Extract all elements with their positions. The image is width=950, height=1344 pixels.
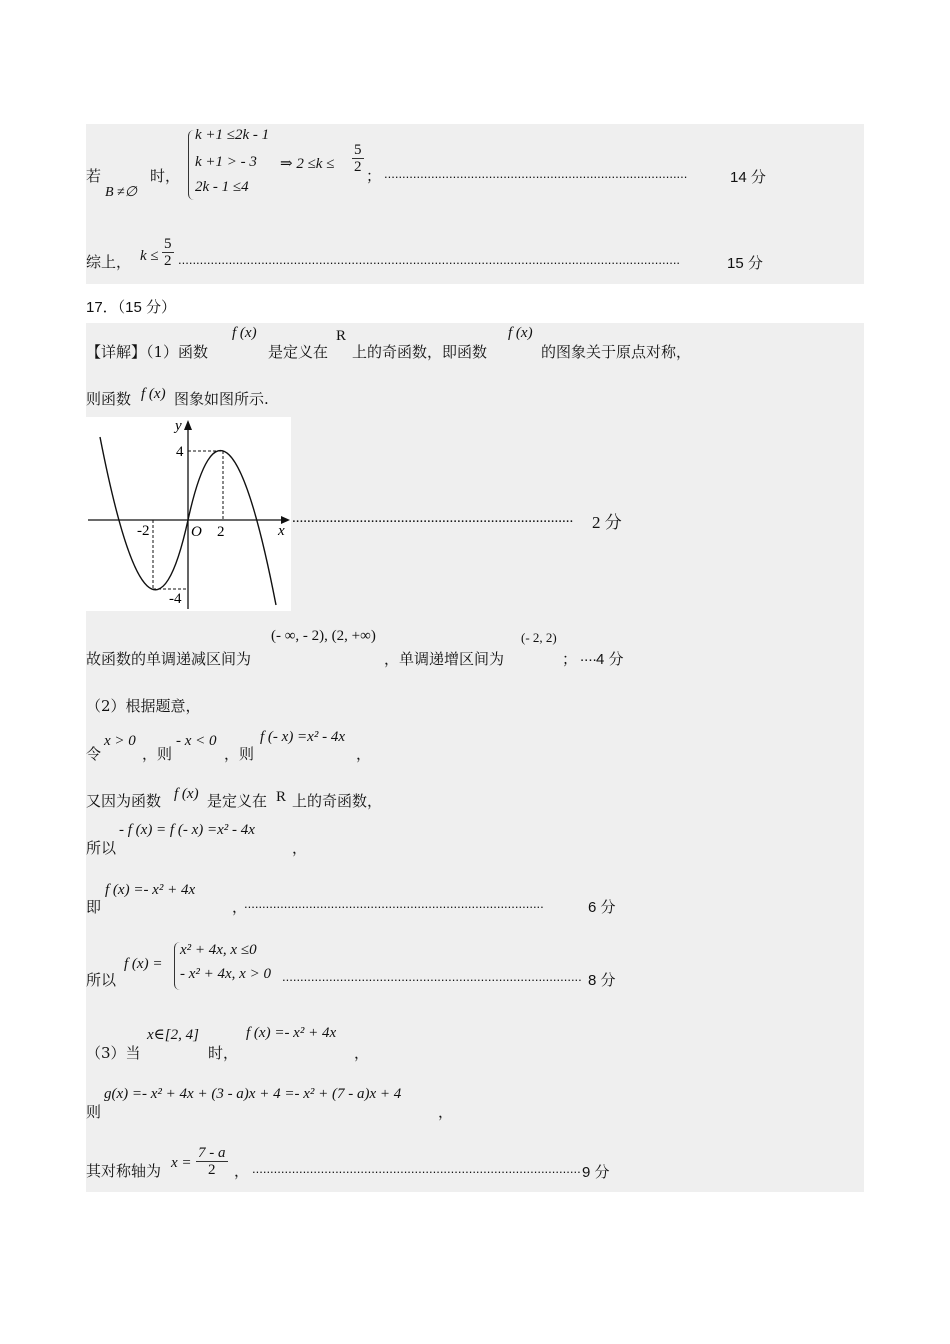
piecewise-lhs: f (x) =	[124, 956, 163, 972]
curve-left	[100, 437, 188, 590]
tick-label-2: 2	[217, 524, 225, 540]
x-axis-label: x	[278, 523, 285, 539]
defined-on-text: 是定义在	[268, 343, 329, 361]
fx-interval-expr: f (x) =- x² + 4x	[246, 1025, 337, 1041]
comma-6: ，	[234, 1162, 250, 1180]
system-line-2: k +1 > - 3	[195, 154, 257, 170]
then-text-1: ，则	[142, 745, 173, 763]
tick-label-neg2: -2	[137, 523, 150, 539]
decreasing-interval: (- ∞, - 2), (2, +∞)	[271, 628, 376, 644]
score-9: 9 分	[582, 1164, 610, 1181]
odd-function-text-2: 上的奇函数，	[292, 792, 383, 810]
x-in-interval: x∈[2, 4]	[147, 1027, 199, 1043]
because-text: 又因为函数	[86, 792, 162, 810]
fraction-numerator: 5	[354, 142, 362, 158]
summary-label: 综上，	[86, 253, 132, 271]
score-4: 4 分	[596, 651, 624, 668]
fraction-denominator: 2	[208, 1162, 216, 1178]
let-text: 令	[86, 745, 102, 763]
tick-label-neg4: -4	[169, 591, 182, 607]
f-neg-x-expr: f (- x) =x² - 4x	[260, 729, 345, 745]
shi-text-2: 时，	[208, 1044, 239, 1062]
fx-symbol-4: f (x)	[174, 786, 199, 802]
tick-label-4: 4	[176, 444, 184, 460]
when-text: （3）当	[86, 1044, 141, 1062]
graph-svg	[86, 417, 291, 611]
then-text-3: 则	[86, 1103, 102, 1121]
leader-dots-8: ...................................................................................	[282, 969, 582, 984]
comma-4: ，	[354, 1044, 370, 1062]
increasing-interval-text: ，单调递增区间为	[384, 650, 505, 668]
x-positive-expr: x > 0	[104, 733, 136, 749]
summary-fraction	[162, 236, 174, 269]
ruo-label: 若	[86, 167, 102, 185]
neg-x-expr: - x < 0	[176, 733, 217, 749]
fraction-denominator: 2	[164, 253, 172, 269]
leader-dots-9: ...........................................................................................	[252, 1161, 581, 1176]
part-2-heading: （2）根据题意，	[86, 697, 201, 715]
comma-5: ，	[438, 1103, 454, 1121]
origin-symmetry-text: 的图象关于原点对称，	[541, 343, 692, 361]
comma-1: ，	[356, 745, 372, 763]
odd-identity-expr: - f (x) = f (- x) =x² - 4x	[119, 822, 255, 838]
ie-text: 即	[86, 898, 102, 916]
decreasing-interval-text: 故函数的单调递减区间为	[86, 650, 252, 668]
g-of-x-expr: g(x) =- x² + 4x + (3 - a)x + 4 =- x² + (7 - a)x + 4	[104, 1086, 402, 1102]
shi-label: 时，	[150, 167, 181, 185]
score-8: 8 分	[588, 972, 616, 989]
therefore-text-2: 所以	[86, 971, 117, 989]
leader-dots-15: ...........................................................................................................................................	[178, 252, 681, 267]
score-2: 2 分	[592, 513, 622, 532]
score-6: 6 分	[588, 899, 616, 916]
y-axis-arrow	[184, 420, 192, 430]
axis-of-symmetry-text: 其对称轴为	[86, 1162, 162, 1180]
graph-intro-text-b: 图象如图所示.	[174, 390, 269, 408]
five-halves-fraction	[352, 142, 364, 175]
odd-function-text: 上的奇函数，即函数	[352, 343, 488, 361]
leader-dots-14: ....................................................................................	[384, 166, 688, 181]
fx-symbol-2: f (x)	[508, 325, 533, 341]
leader-dots-2: ...........................................................................	[292, 510, 574, 526]
score-15: 15 分	[727, 255, 763, 272]
leader-dots-4: ....	[580, 648, 597, 665]
fraction-denominator: 2	[354, 159, 362, 175]
then-text-2: ，则	[224, 745, 255, 763]
comma-2: ，	[292, 839, 308, 857]
fx-symbol-3: f (x)	[141, 386, 166, 402]
semicolon: ；	[366, 167, 382, 185]
question-17-title: 17．（15 分）	[86, 299, 177, 316]
fraction-numerator: 7 - a	[198, 1145, 226, 1161]
origin-label: O	[191, 524, 202, 540]
system-line-1: k +1 ≤2k - 1	[195, 127, 270, 143]
therefore-text-1: 所以	[86, 839, 117, 857]
y-axis-label: y	[175, 418, 182, 434]
comma-3: ，	[232, 898, 248, 916]
fraction-numerator: 5	[164, 236, 172, 252]
fx-symbol-1: f (x)	[232, 325, 257, 341]
implies-expression: ⇒ 2 ≤k ≤	[280, 156, 335, 172]
real-set-symbol: R	[336, 328, 347, 344]
piecewise-case-1: x² + 4x, x ≤0	[180, 942, 257, 958]
semicolon-2: ；	[562, 650, 578, 668]
leader-dots-6: ...................................................................................	[244, 896, 544, 911]
detail-intro: 【详解】（1）函数	[86, 343, 209, 361]
function-graph	[86, 417, 291, 611]
defined-on-text-2: 是定义在	[207, 792, 268, 810]
real-set-symbol-2: R	[276, 789, 287, 805]
system-brace	[188, 130, 195, 200]
system-line-3: 2k - 1 ≤4	[195, 179, 249, 195]
increasing-interval: (- 2, 2)	[521, 630, 557, 645]
fx-positive-expr: f (x) =- x² + 4x	[105, 882, 196, 898]
graph-intro-text-a: 则函数	[86, 390, 132, 408]
x-equals: x =	[171, 1155, 192, 1171]
score-14: 14 分	[730, 169, 766, 186]
condition-b-nonempty: B ≠∅	[105, 185, 137, 200]
summary-expression: k ≤	[140, 248, 159, 264]
piecewise-case-2: - x² + 4x, x > 0	[180, 966, 271, 982]
axis-fraction	[196, 1145, 228, 1178]
